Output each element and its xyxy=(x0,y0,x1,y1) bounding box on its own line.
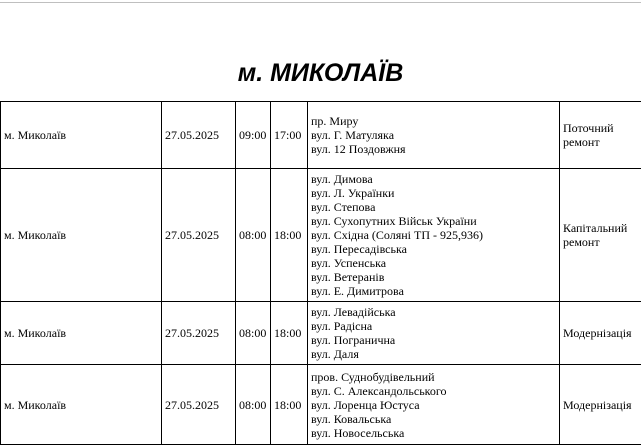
streets-cell xyxy=(308,302,560,365)
streets-cell xyxy=(308,102,560,169)
date-cell: 27.05.2025 xyxy=(162,365,236,445)
street-item: вул. Східна (Соляні ТП - 925,936) xyxy=(311,228,556,242)
table-row xyxy=(1,102,641,169)
streets-cell xyxy=(308,169,560,302)
outage-schedule-table xyxy=(0,101,641,445)
start-time-cell: 09:00 xyxy=(236,102,271,169)
street-item: вул. Успенська xyxy=(311,256,556,270)
start-time-cell: 08:00 xyxy=(236,169,271,302)
work-type-cell xyxy=(560,169,641,302)
street-item: вул. Е. Димитрова xyxy=(311,284,556,298)
city-cell: м. Миколаїв xyxy=(1,302,162,365)
street-item: вул. Ковальська xyxy=(311,412,556,426)
street-item: вул. Лоренца Юстуса xyxy=(311,398,556,412)
street-item: вул. Димова xyxy=(311,172,556,186)
street-item: вул. Левадійська xyxy=(311,305,556,319)
street-item: вул. Ветеранів xyxy=(311,270,556,284)
work-type-cell xyxy=(560,102,641,169)
street-item: вул. Степова xyxy=(311,200,556,214)
table-row xyxy=(1,302,641,365)
work-type-label: Модернізація xyxy=(563,326,641,340)
start-time-cell: 08:00 xyxy=(236,365,271,445)
street-item: вул. Сухопутних Військ України xyxy=(311,214,556,228)
work-type-label: Капітальний ремонт xyxy=(563,221,641,249)
start-time-cell: 08:00 xyxy=(236,302,271,365)
streets-cell xyxy=(308,365,560,445)
work-type-cell xyxy=(560,365,641,445)
street-item: вул. Новосельська xyxy=(311,426,556,440)
date-cell: 27.05.2025 xyxy=(162,169,236,302)
work-type-cell xyxy=(560,302,641,365)
date-cell: 27.05.2025 xyxy=(162,102,236,169)
street-item: вул. Л. Українки xyxy=(311,186,556,200)
street-item: вул. С. Александольського xyxy=(311,384,556,398)
street-item: пров. Суднобудівельний xyxy=(311,370,556,384)
end-time-cell: 18:00 xyxy=(271,365,308,445)
city-cell: м. Миколаїв xyxy=(1,365,162,445)
end-time-cell: 18:00 xyxy=(271,302,308,365)
street-item: вул. 12 Поздовжня xyxy=(311,142,556,156)
work-type-label: Модернізація xyxy=(563,398,641,412)
table-row xyxy=(1,169,641,302)
date-cell: 27.05.2025 xyxy=(162,302,236,365)
work-type-label: Поточний ремонт xyxy=(563,121,641,149)
street-item: вул. Г. Матуляка xyxy=(311,128,556,142)
street-item: вул. Радісна xyxy=(311,319,556,333)
city-cell: м. Миколаїв xyxy=(1,102,162,169)
street-item: пр. Миру xyxy=(311,114,556,128)
street-item: вул. Пересадівська xyxy=(311,242,556,256)
top-divider xyxy=(0,2,641,3)
table-row xyxy=(1,365,641,445)
city-cell: м. Миколаїв xyxy=(1,169,162,302)
end-time-cell: 17:00 xyxy=(271,102,308,169)
page-title: м. МИКОЛАЇВ xyxy=(0,56,641,90)
street-item: вул. Погранична xyxy=(311,333,556,347)
end-time-cell: 18:00 xyxy=(271,169,308,302)
street-item: вул. Даля xyxy=(311,347,556,361)
